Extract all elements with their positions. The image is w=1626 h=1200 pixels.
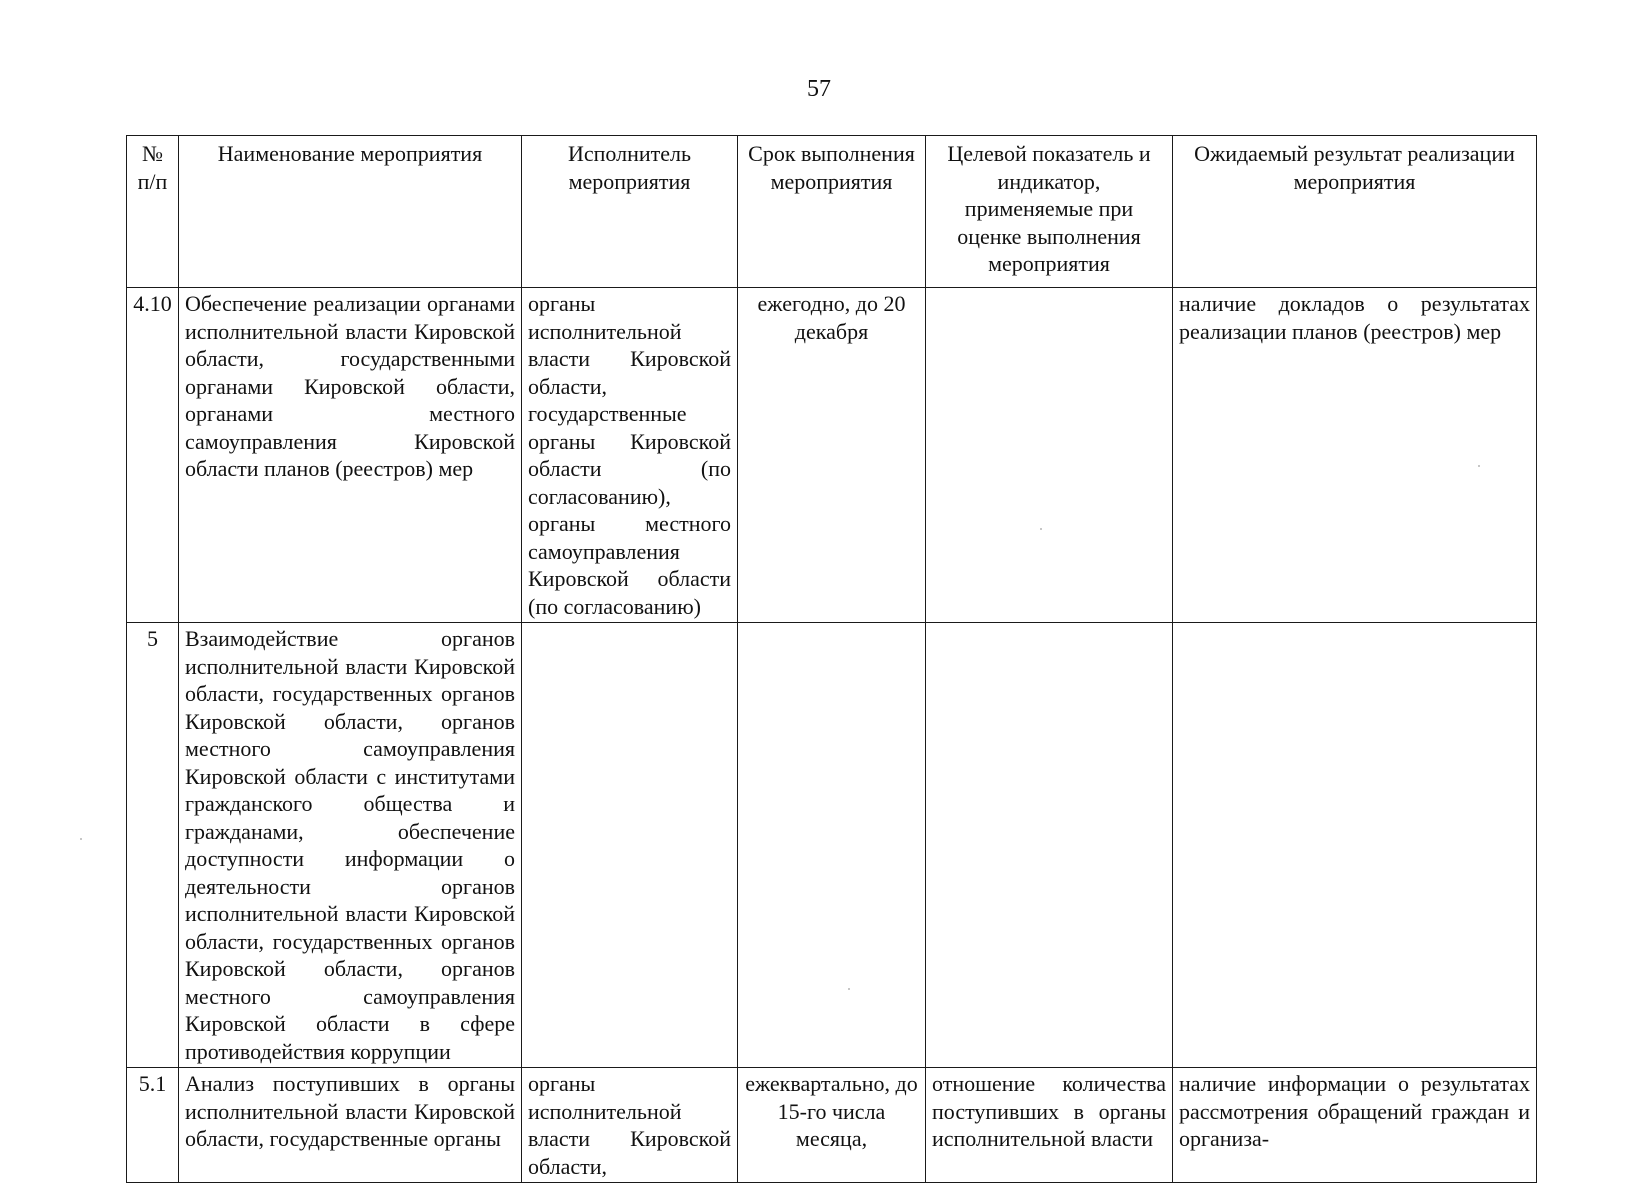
measure-indicator <box>926 288 1173 623</box>
page-number: 57 <box>807 76 831 102</box>
header-name: Наименование мероприятия <box>179 136 522 288</box>
row-number: 4.10 <box>127 288 179 623</box>
scan-speck <box>80 838 82 840</box>
measure-deadline <box>738 623 926 1068</box>
measure-name: Взаимодействие органов исполнительной власти Кировской области, государственных органов Кировской области, органов местного самоуправления Кировской области с институтами гражданского общества и гражданами, обеспечение доступности информации о деятельности органов исполнительной власти Кировской области, государственных органов Кировской области, органов местного самоуправления Кировской области в сфере противодействия коррупции <box>179 623 522 1068</box>
measure-executor: органы исполнительной власти Кировской области, <box>522 1068 738 1183</box>
header-result: Ожидаемый результат реализации мероприятия <box>1173 136 1537 288</box>
measure-deadline: ежеквартально, до 15-го числа месяца, <box>738 1068 926 1183</box>
header-number: № п/п <box>127 136 179 288</box>
measure-deadline: ежегодно, до 20 декабря <box>738 288 926 623</box>
measure-name: Анализ поступивших в органы исполнительной власти Кировской области, государственные органы <box>179 1068 522 1183</box>
measure-result: наличие докладов о результатах реализации планов (реестров) мер <box>1173 288 1537 623</box>
row-number: 5 <box>127 623 179 1068</box>
table-row <box>127 1068 1537 1183</box>
measures-table <box>126 135 1537 1183</box>
scan-speck <box>1040 528 1042 530</box>
row-number: 5.1 <box>127 1068 179 1183</box>
measure-name: Обеспечение реализации органами исполнительной власти Кировской области, государственными органами Кировской области, органами местного самоуправления Кировской области планов (реестров) мер <box>179 288 522 623</box>
measure-executor: органы исполнительной власти Кировской области, государственные органы Кировской области (по согласованию), органы местного самоуправления Кировской области (по согласованию) <box>522 288 738 623</box>
table-row <box>127 623 1537 1068</box>
measure-result: наличие информации о результатах рассмотрения обращений граждан и организа- <box>1173 1068 1537 1183</box>
header-deadline: Срок выполнения мероприятия <box>738 136 926 288</box>
measure-indicator: отношение количества поступивших в органы исполнительной власти <box>926 1068 1173 1183</box>
table-row <box>127 288 1537 623</box>
scan-speck <box>848 988 850 990</box>
header-executor: Исполнитель мероприятия <box>522 136 738 288</box>
measure-indicator <box>926 623 1173 1068</box>
scan-speck <box>1478 465 1480 467</box>
measure-executor <box>522 623 738 1068</box>
table-header-row <box>127 136 1537 288</box>
header-indicator: Целевой показатель и индикатор, применяемые при оценке выполнения мероприятия <box>926 136 1173 288</box>
measure-result <box>1173 623 1537 1068</box>
